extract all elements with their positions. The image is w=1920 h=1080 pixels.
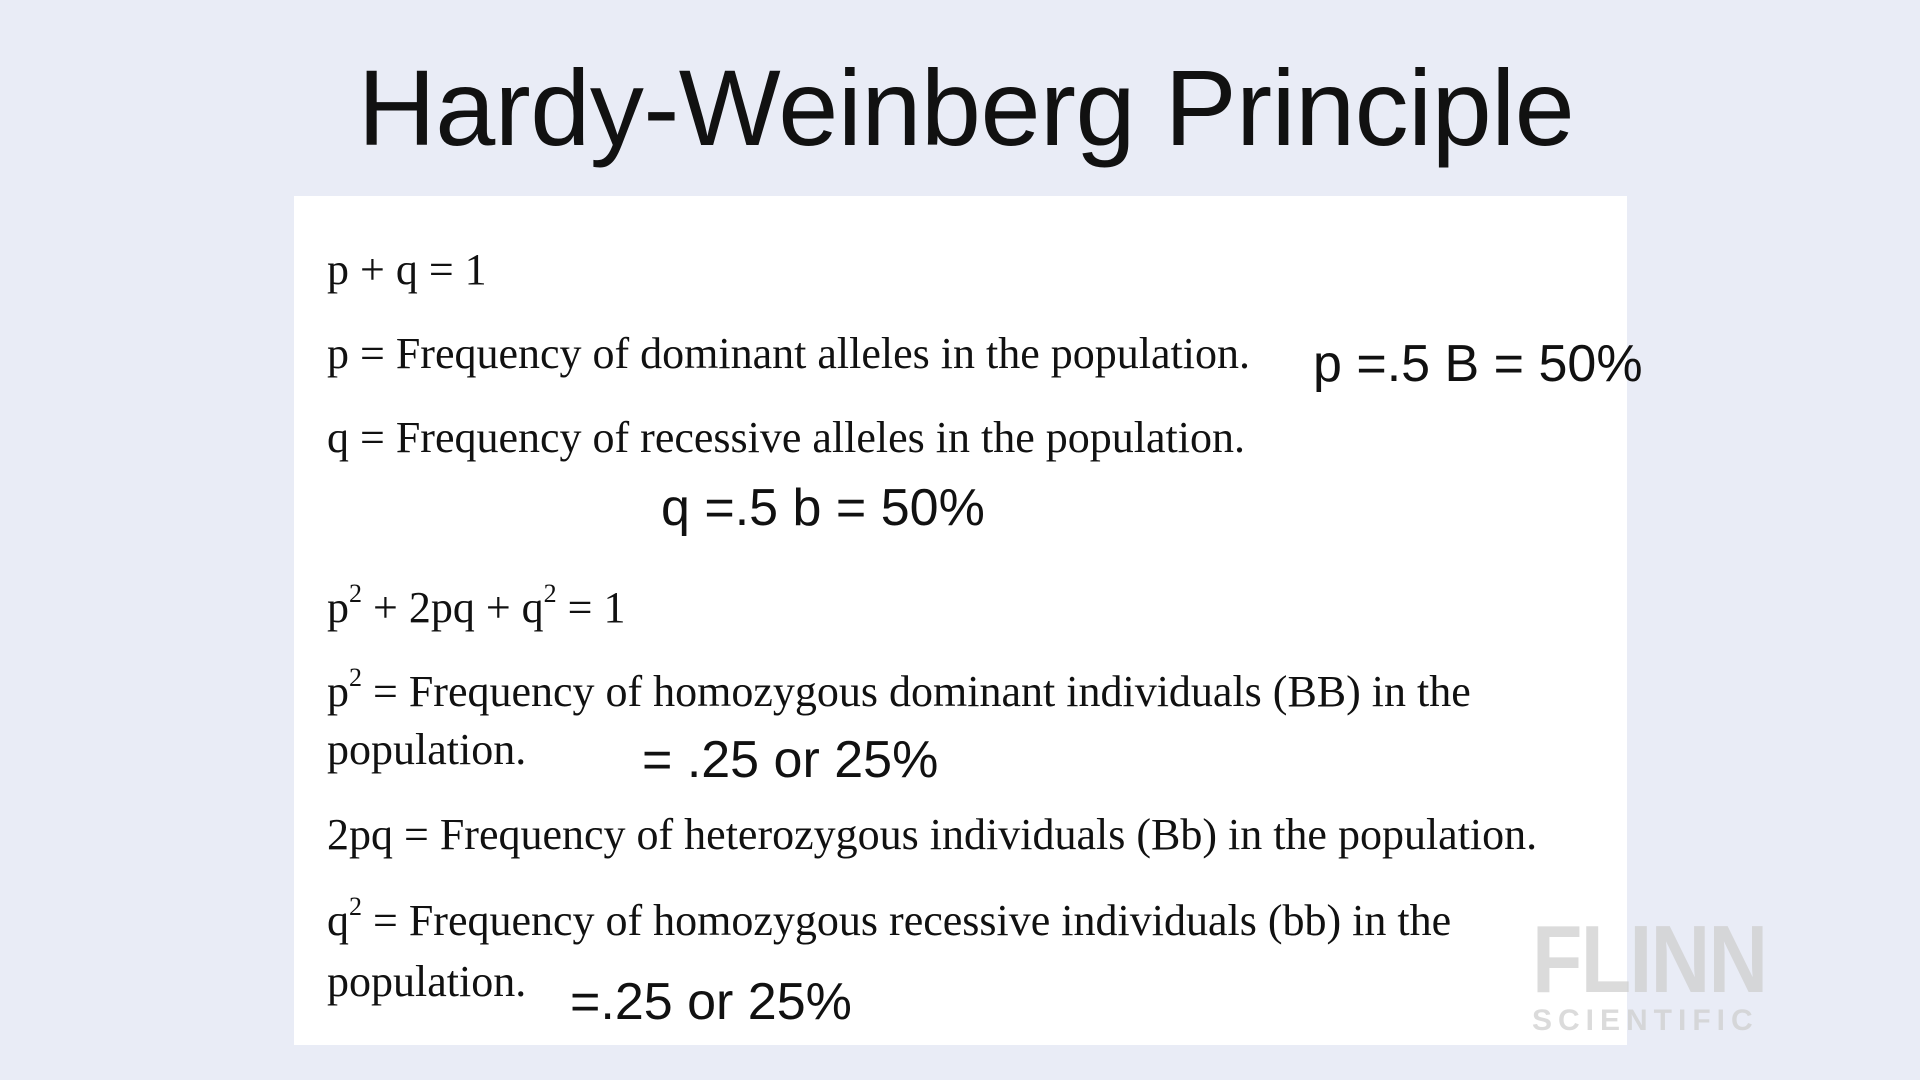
q2-lead: q xyxy=(327,896,349,945)
flinn-watermark-logo xyxy=(1532,906,1782,1037)
expansion-q-exponent: 2 xyxy=(543,579,557,609)
p2-definition-continued: population. xyxy=(327,725,527,774)
p-definition: p = Frequency of dominant alleles in the population. xyxy=(327,329,1250,378)
q2-text: = Frequency of homozygous recessive individuals (bb) in the xyxy=(362,896,1452,945)
q2-value-annotation: =.25 or 25% xyxy=(570,973,852,1031)
p-value-annotation: p =.5 B = 50% xyxy=(1313,335,1643,393)
sum-rule-equation: p + q = 1 xyxy=(327,245,487,294)
expansion-middle: + 2pq + q xyxy=(362,583,544,632)
q2-definition-continued: population. xyxy=(327,957,527,1006)
slide-title: Hardy-Weinberg Principle xyxy=(357,47,1575,168)
pq-definition: 2pq = Frequency of heterozygous individuals (Bb) in the population. xyxy=(327,810,1538,859)
watermark-brand: FLINN xyxy=(1532,906,1767,1013)
expansion-p: p xyxy=(327,583,349,632)
p2-definition xyxy=(327,663,1471,718)
q-value-annotation: q =.5 b = 50% xyxy=(661,479,985,537)
q2-exponent: 2 xyxy=(349,892,362,922)
p2-text: = Frequency of homozygous dominant individuals (BB) in the xyxy=(362,667,1471,716)
p2-lead: p xyxy=(327,667,349,716)
expansion-end: = 1 xyxy=(556,583,626,632)
expansion-equation xyxy=(327,579,626,634)
p2-value-annotation: = .25 or 25% xyxy=(642,731,939,789)
p2-exponent: 2 xyxy=(349,663,362,693)
watermark-subtitle: SCIENTIFIC xyxy=(1532,1004,1759,1037)
q2-definition xyxy=(327,892,1452,947)
q-definition: q = Frequency of recessive alleles in the population. xyxy=(327,413,1245,462)
expansion-p-exponent: 2 xyxy=(349,579,362,609)
